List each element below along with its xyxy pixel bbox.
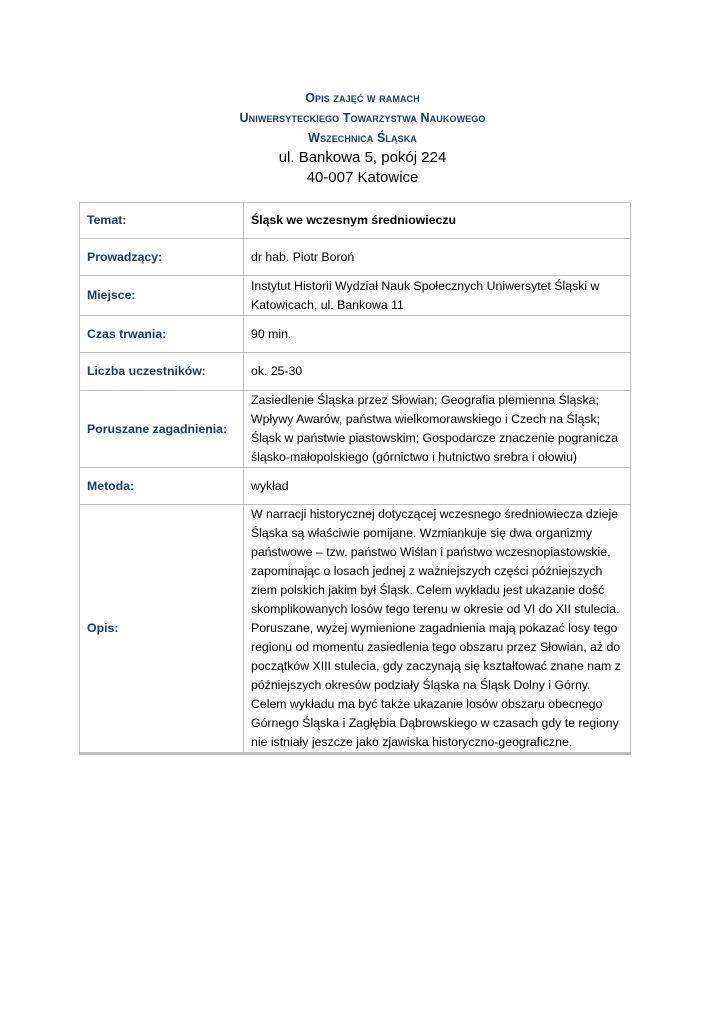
- participants-value: ok. 25-30: [244, 353, 631, 391]
- header-title-line3: Wszechnica Śląska: [308, 131, 417, 145]
- table-row-description: [80, 505, 631, 754]
- document-header: [0, 88, 725, 188]
- table-row-duration: [80, 316, 631, 353]
- duration-value: 90 min.: [244, 316, 631, 353]
- place-value: Instytut Historii Wydział Nauk Społecznych Uniwersytet Śląski w Katowicach, ul. Bankowa 11: [244, 276, 631, 316]
- header-address-street: ul. Bankowa 5, pokój 224: [278, 149, 447, 166]
- header-title-line2: Uniwersyteckiego Towarzystwa Naukowego: [239, 111, 486, 125]
- table-row-place: [80, 276, 631, 316]
- duration-label: Czas trwania:: [80, 316, 244, 353]
- table-row-participants: [80, 353, 631, 391]
- topics-covered-label: Poruszane zagadnienia:: [80, 391, 244, 468]
- participants-label: Liczba uczestników:: [80, 353, 244, 391]
- topic-value: Śląsk we wczesnym średniowieczu: [244, 203, 631, 239]
- method-value: wykład: [244, 468, 631, 505]
- course-description-table: [79, 202, 631, 755]
- lecturer-label: Prowadzący:: [80, 239, 244, 276]
- place-label: Miejsce:: [80, 276, 244, 316]
- header-title-line1: Opis zajęć w ramach: [305, 91, 420, 105]
- table-row-method: [80, 468, 631, 505]
- header-address-city: 40-007 Katowice: [306, 169, 419, 186]
- description-value: W narracji historycznej dotyczącej wczesnego średniowiecza dzieje Śląska są właściwie pomijane. Wzmiankuje się dwa organizmy państwowe – tzw. państwo Wiślan i państwo wczesnopiastowskie, zapominając o losach jednej z ważniejszych części późniejszych ziem polskich jakim był Śląsk. Celem wykładu jest ukazanie dość skomplikowanych losów tego terenu w okresie od VI do XII stulecia. Poruszane, wyżej wymienione zagadnienia mają pokazać losy tego regionu od momentu zasiedlenia tego obszaru przez Słowian, aż do początków XIII stulecia, gdy zaczynają się kształtować znane nam z późniejszych okresów podziały Śląska na Śląsk Dolny i Górny. Celem wykładu ma być także ukazanie losów obszaru obecnego Górnego Śląska i Zagłębia Dąbrowskiego w czasach gdy te regiony nie istniały jeszcze jako zjawiska historyczno-geograficzne.: [244, 505, 631, 754]
- method-label: Metoda:: [80, 468, 244, 505]
- topics-covered-value: Zasiedlenie Śląska przez Słowian; Geografia plemienna Śląska; Wpływy Awarów, państwa wielkomorawskiego i Czech na Śląsk; Śląsk w państwie piastowskim; Gospodarcze znaczenie pogranicza śląsko-małopolskiego (górnictwo i hutnictwo srebra i ołowiu): [244, 391, 631, 468]
- table-row-lecturer: [80, 239, 631, 276]
- lecturer-value: dr hab. Piotr Boroń: [244, 239, 631, 276]
- description-label: Opis:: [80, 505, 244, 754]
- topic-label: Temat:: [80, 203, 244, 239]
- table-row-topics-covered: [80, 391, 631, 468]
- table-row-topic: [80, 203, 631, 239]
